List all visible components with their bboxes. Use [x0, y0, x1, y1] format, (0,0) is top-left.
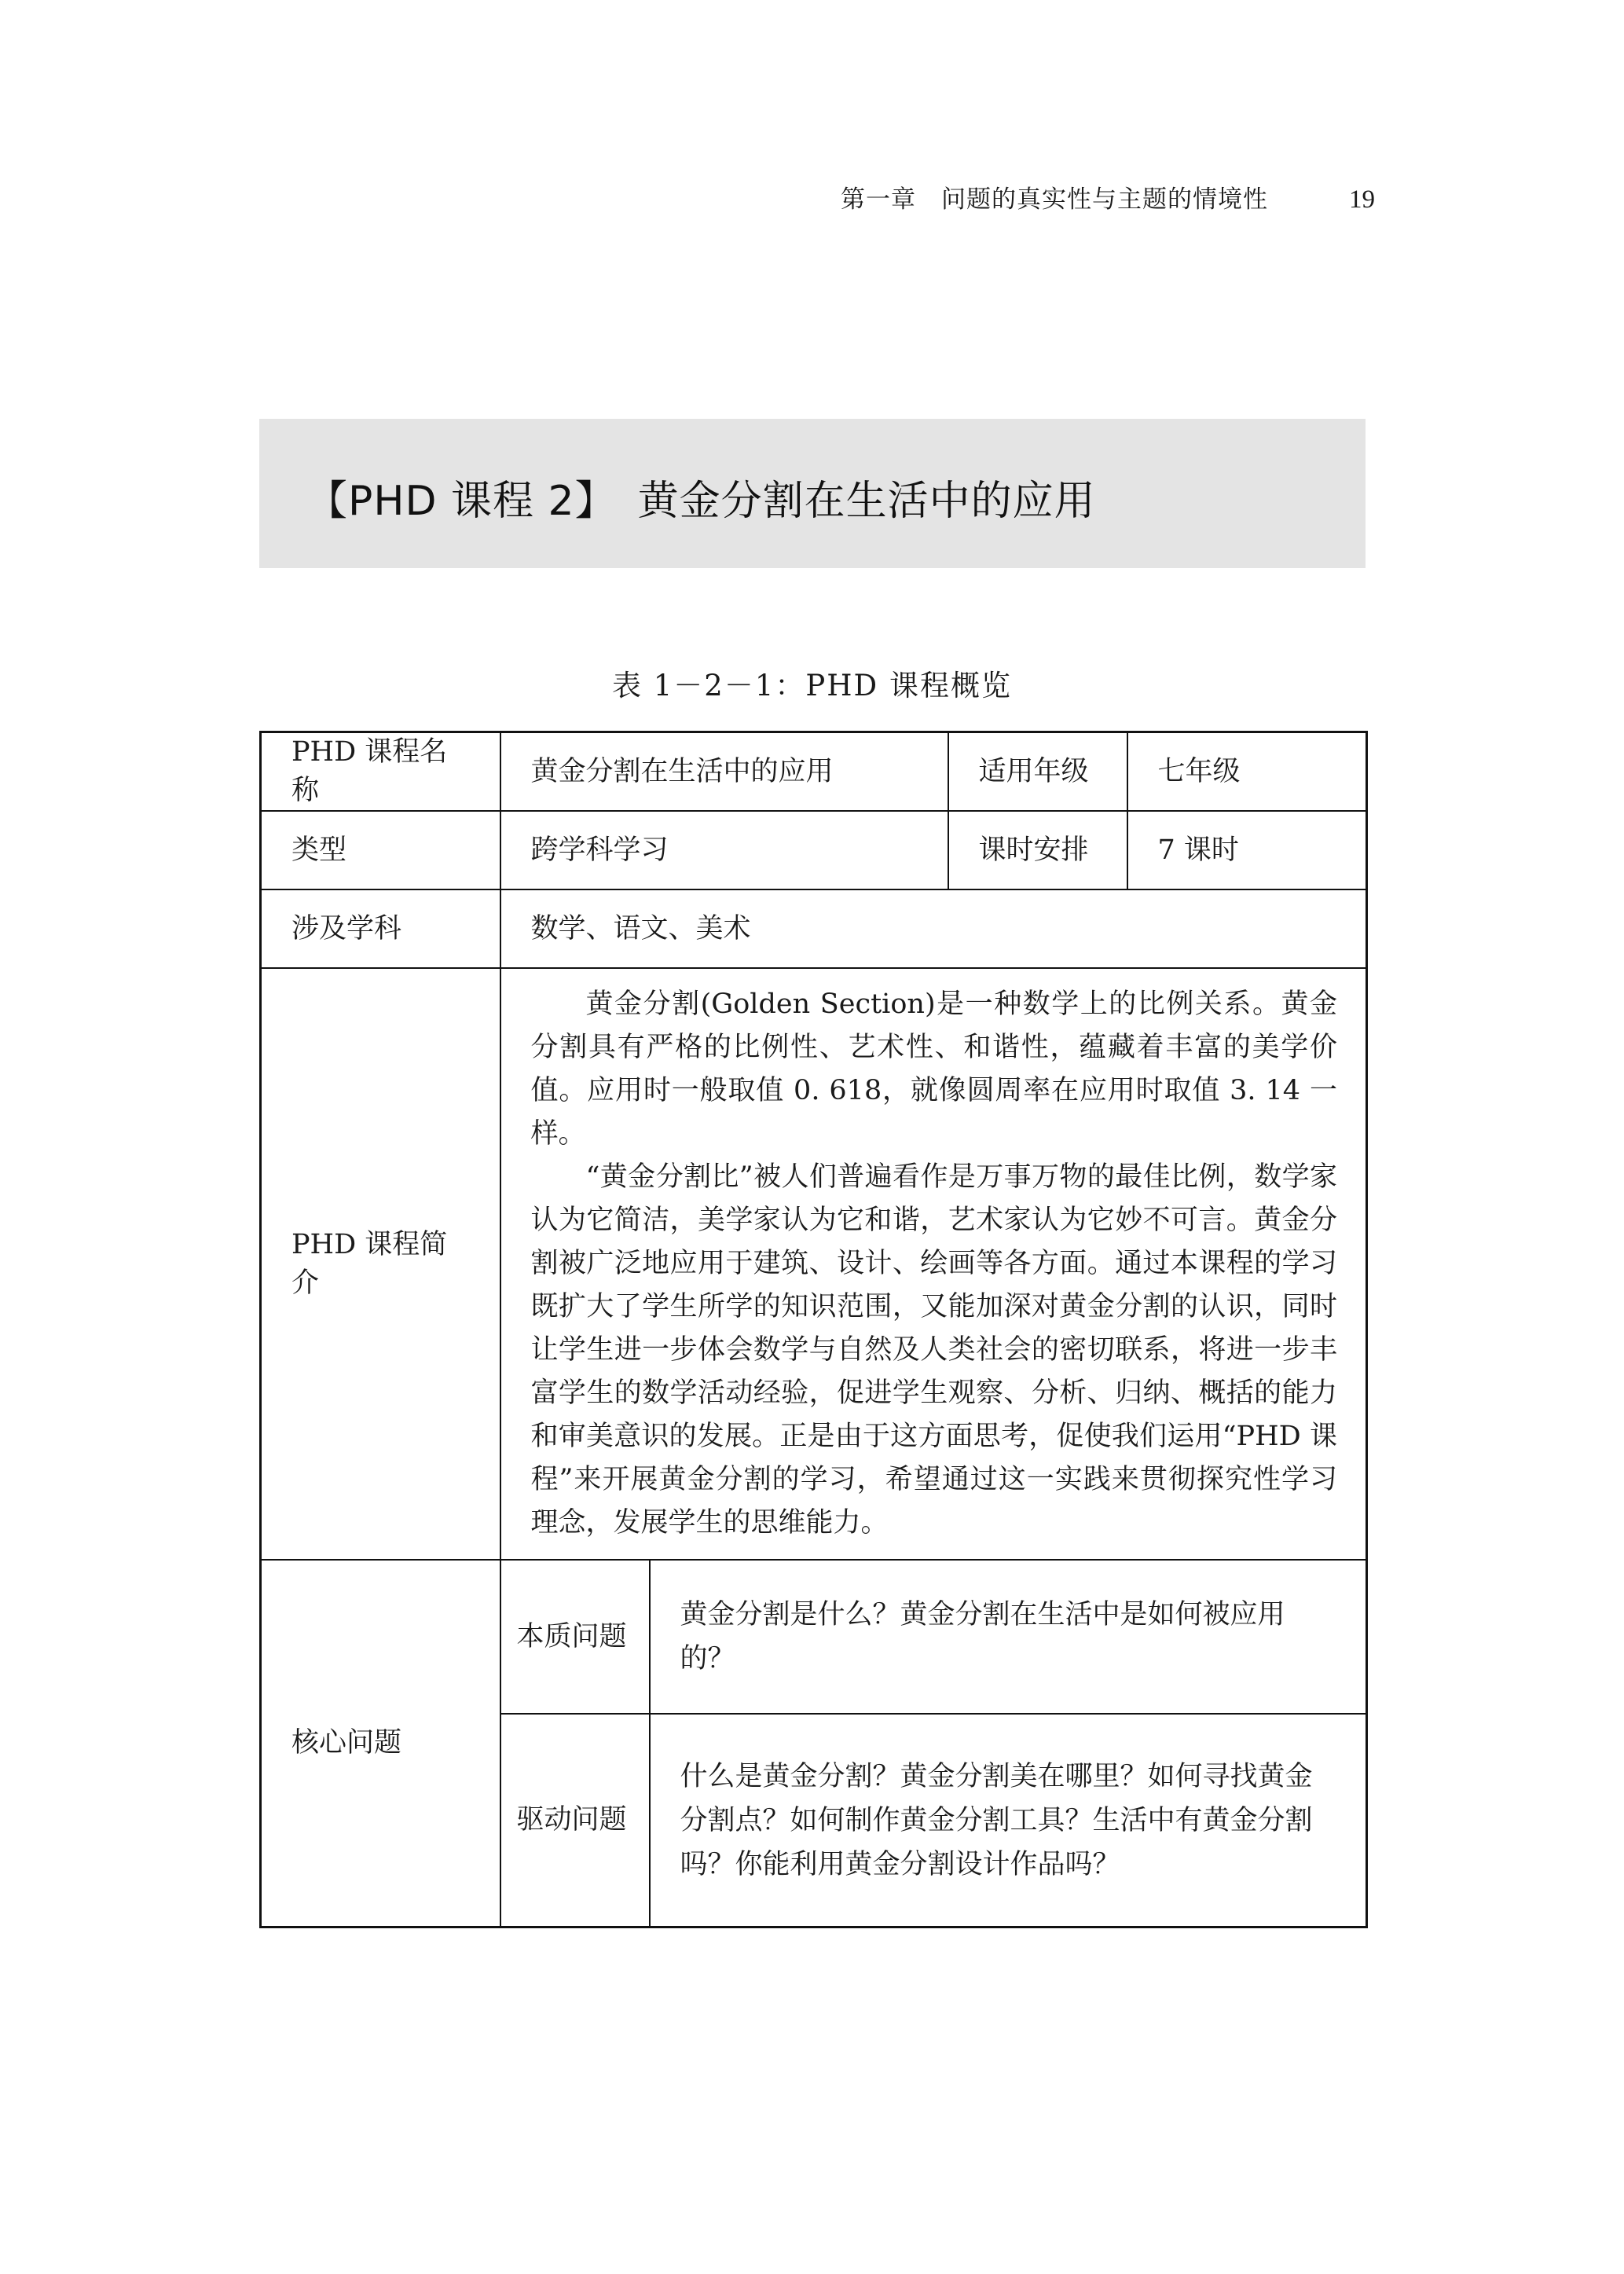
table-row: [261, 1560, 1367, 1714]
schedule-label: 课时安排: [948, 811, 1127, 889]
table-caption: 表 1－2－1：PHD 课程概览: [612, 669, 1012, 702]
course-name-value: 黄金分割在生活中的应用: [500, 732, 948, 812]
type-value: 跨学科学习: [500, 811, 948, 889]
running-header: [841, 179, 1375, 215]
subjects-label: 涉及学科: [261, 889, 500, 968]
type-label: 类型: [261, 811, 500, 889]
grade-value: 七年级: [1127, 732, 1367, 812]
intro-text: [500, 968, 1367, 1560]
course-name-label: PHD 课程名称: [261, 732, 500, 812]
subjects-value: 数学、语文、美术: [500, 889, 1367, 968]
page-number: 19: [1349, 185, 1375, 214]
essential-question-value: 黄金分割是什么？黄金分割在生活中是如何被应用的？: [650, 1560, 1367, 1714]
core-question-label: 核心问题: [261, 1560, 500, 1927]
driving-question-label: 驱动问题: [500, 1714, 650, 1927]
section-banner: [259, 419, 1366, 568]
intro-paragraph-1: 黄金分割(Golden Section)是一种数学上的比例关系。黄金分割具有严格的比例性、艺术性、和谐性，蕴藏着丰富的美学价值。应用时一般取值 0. 618，就像圆周率在应用时取值 3. 14 一样。: [530, 988, 1338, 1150]
intro-paragraph-2: “黄金分割比”被人们普遍看作是万事万物的最佳比例，数学家认为它简洁，美学家认为它和谐，艺术家认为它妙不可言。黄金分割被广泛地应用于建筑、设计、绘画等各方面。通过本课程的学习既扩大了学生所学的知识范围，又能加深对黄金分割的认识，同时让学生进一步体会数学与自然及人类社会的密切联系，将进一步丰富学生的数学活动经验，促进学生观察、分析、归纳、概括的能力和审美意识的发展。正是由于这方面思考，促使我们运用“PHD 课程”来开展黄金分割的学习，希望通过这一实践来贯彻探究性学习理念，发展学生的思维能力。: [530, 1161, 1338, 1539]
table-row: [261, 889, 1367, 968]
table-row: [261, 968, 1367, 1560]
driving-question-value: 什么是黄金分割？黄金分割美在哪里？如何寻找黄金分割点？如何制作黄金分割工具？生活中有黄金分割吗？你能利用黄金分割设计作品吗？: [650, 1714, 1367, 1927]
essential-question-label: 本质问题: [500, 1560, 650, 1714]
schedule-value: 7 课时: [1127, 811, 1367, 889]
grade-label: 适用年级: [948, 732, 1127, 812]
intro-label: PHD 课程简介: [261, 968, 500, 1560]
chapter-title: 第一章 问题的真实性与主题的情境性: [841, 185, 1268, 214]
section-title: 【PHD 课程 2】 黄金分割在生活中的应用: [306, 478, 1096, 525]
table-row: [261, 811, 1367, 889]
course-overview-table: [259, 731, 1368, 1928]
table-row: [261, 732, 1367, 812]
